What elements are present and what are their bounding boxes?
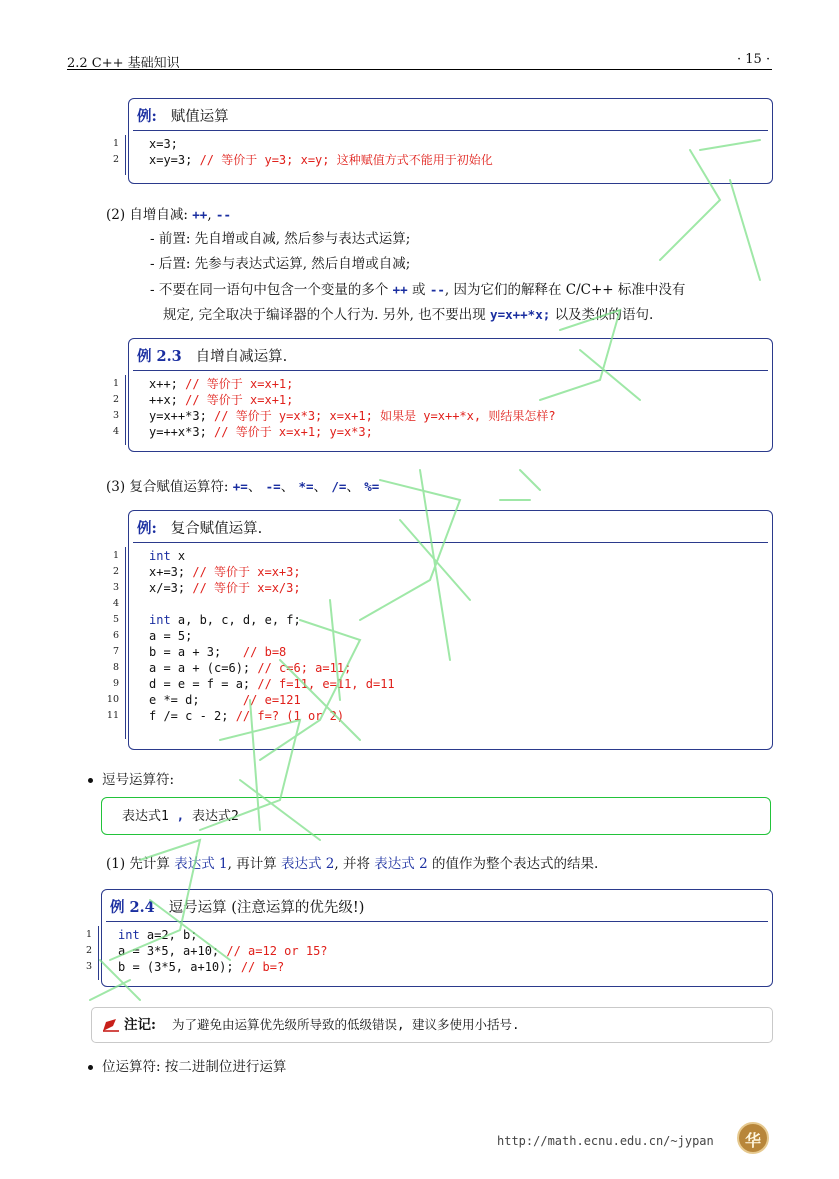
ref-expression-1: 表达式 1 <box>174 856 228 872</box>
example-2-4-box <box>85 889 773 987</box>
comma-description: (1) 先计算 表达式 1, 再计算 表达式 2, 并将 表达式 2 的值作为整个表达式的结果. <box>106 856 599 872</box>
code-comment: // 等价于 x=x+3; <box>192 565 301 579</box>
line-number: 2 <box>112 394 119 405</box>
line-number: 2 <box>112 154 119 165</box>
comma-syntax-box <box>101 797 771 835</box>
code-comment: // 等价于 x=x/3; <box>192 581 301 595</box>
code-line: y=x++*3; // 等价于 y=x*3; x=x+1; 如果是 y=x++*x, 则结果怎样? <box>149 409 556 423</box>
operator-token: -= <box>265 479 281 494</box>
note-box <box>91 1007 773 1043</box>
comma-syntax: 表达式1 , 表达式2 <box>122 808 239 824</box>
bullet-dot <box>88 778 93 783</box>
code-line: e *= d; // e=121 <box>149 693 301 707</box>
line-number: 4 <box>112 598 119 609</box>
title-rule <box>106 921 768 922</box>
example-title-text: 赋值运算 <box>170 109 229 125</box>
university-logo <box>737 1122 769 1154</box>
line-number-rule <box>125 135 126 175</box>
example-title-text: 自增自减运算. <box>195 349 288 365</box>
bullet-warning: - 不要在同一语句中包含一个变量的多个 ++ 或 --, 因为它们的解释在 C/C++ 标准中没有 <box>150 282 686 298</box>
line-number: 3 <box>112 410 119 421</box>
line-number: 1 <box>85 929 92 940</box>
code-comment: // 等价于 x=x+1; <box>185 377 294 391</box>
title-rule <box>133 542 768 543</box>
bullet-prefix: - 前置: 先自增或自减, 然后参与表达式运算; <box>150 231 411 247</box>
code-comment: // b=? <box>240 960 285 974</box>
bullet-comma-operator: 逗号运算符: <box>102 772 175 788</box>
code-line: x=y=3; // 等价于 y=3; x=y; 这种赋值方式不能用于初始化 <box>149 153 493 167</box>
title-rule <box>133 370 768 371</box>
operator-token: ++ <box>192 207 208 222</box>
code-line: y=++x*3; // 等价于 x=x+1; y=x*3; <box>149 425 373 439</box>
example-title <box>110 896 364 917</box>
bullet-postfix: - 后置: 先参与表达式运算, 然后自增或自减; <box>150 256 411 272</box>
logo-glyph: 华 <box>744 1131 761 1150</box>
example-tag: 例: <box>137 520 157 537</box>
line-number: 5 <box>112 614 119 625</box>
title-rule <box>133 130 768 131</box>
code-comment: // f=11, e=11, d=11 <box>257 677 395 691</box>
line-number: 10 <box>106 694 119 705</box>
example-title <box>137 517 262 538</box>
code-comment: // b=8 <box>242 645 287 659</box>
code-line: x/=3; // 等价于 x=x/3; <box>149 581 301 595</box>
line-number: 3 <box>85 961 92 972</box>
operator-token: *= <box>298 479 314 494</box>
operator-token: %= <box>364 479 380 494</box>
code-comment: // a=12 or 15? <box>226 944 328 958</box>
example-title-text: 逗号运算 (注意运算的优先级!) <box>168 900 365 916</box>
line-number: 1 <box>112 550 119 561</box>
code-line: b = a + 3; // b=8 <box>149 645 287 659</box>
example-compound-box <box>106 510 773 750</box>
line-number: 8 <box>112 662 119 673</box>
code-line: x++; // 等价于 x=x+1; <box>149 377 294 391</box>
code-line: int a=2, b; <box>118 928 198 942</box>
operator-token: -- <box>215 207 231 222</box>
operator-token: /= <box>331 479 347 494</box>
code-line: x=3; <box>149 137 178 151</box>
example-title <box>137 105 229 126</box>
example-tag: 例: <box>137 108 157 125</box>
line-number: 2 <box>85 945 92 956</box>
example-title-text: 复合赋值运算. <box>170 521 263 537</box>
running-header-section: 2.2 C++ 基础知识 <box>67 56 180 71</box>
ref-expression-2: 表达式 2 <box>374 856 428 872</box>
code-line: int a, b, c, d, e, f; <box>149 613 301 627</box>
example-tag: 例 2.4 <box>110 899 155 916</box>
code-comment: // f=? (1 or 2) <box>235 709 345 723</box>
code-comment: // 等价于 y=3; x=y; 这种赋值方式不能用于初始化 <box>199 153 493 167</box>
footer-url: http://math.ecnu.edu.cn/~jypan <box>497 1134 714 1148</box>
pencil-icon <box>102 1018 120 1032</box>
line-number-rule <box>125 375 126 445</box>
header-rule <box>67 69 772 70</box>
note-text: 为了避免由运算优先级所导致的低级错误, 建议多使用小括号. <box>172 1017 520 1032</box>
line-number: 9 <box>112 678 119 689</box>
operator-token: ++ <box>392 282 408 297</box>
note-label: 注记: <box>124 1017 156 1033</box>
operator-token: += <box>232 479 248 494</box>
code-line: x+=3; // 等价于 x=x+3; <box>149 565 301 579</box>
code-comment: // e=121 <box>242 693 301 707</box>
operator-token: -- <box>429 282 445 297</box>
line-number: 2 <box>112 566 119 577</box>
item-compound-assignment: (3) 复合赋值运算符: +=、 -=、 *=、 /=、 %= <box>106 479 380 495</box>
ref-expression-2: 表达式 2 <box>281 856 335 872</box>
item-increment: (2) 自增自减: ++, -- <box>106 207 231 223</box>
example-2-3-box <box>112 338 773 452</box>
code-comment: // 等价于 x=x+1; <box>185 393 294 407</box>
code-line: b = (3*5, a+10); // b=? <box>118 960 285 974</box>
code-line: ++x; // 等价于 x=x+1; <box>149 393 294 407</box>
code-comment: // 等价于 x=x+1; y=x*3; <box>214 425 373 439</box>
line-number: 4 <box>112 426 119 437</box>
inline-code: y=x++*x; <box>490 307 551 322</box>
code-line: f /= c - 2; // f=? (1 or 2) <box>149 709 345 723</box>
line-number-rule <box>98 926 99 980</box>
page-number: · 15 · <box>737 52 771 67</box>
code-line: a = a + (c=6); // c=6; a=11; <box>149 661 352 675</box>
code-line: int x <box>149 549 186 563</box>
example-title <box>137 345 287 366</box>
example-tag: 例 2.3 <box>137 348 182 365</box>
line-number: 11 <box>106 710 119 721</box>
bullet-dot <box>88 1065 93 1070</box>
bullet-warning-cont: 规定, 完全取决于编译器的个人行为. 另外, 也不要出现 y=x++*x; 以及类似的语句. <box>163 307 654 323</box>
code-line: a = 3*5, a+10; // a=12 or 15? <box>118 944 328 958</box>
code-line: a = 5; <box>149 629 193 643</box>
bullet-bit-operator: 位运算符: 按二进制位进行运算 <box>102 1059 287 1075</box>
line-number-rule <box>125 547 126 739</box>
line-number: 6 <box>112 630 119 641</box>
code-line: d = e = f = a; // f=11, e=11, d=11 <box>149 677 395 691</box>
line-number: 7 <box>112 646 119 657</box>
line-number: 3 <box>112 582 119 593</box>
code-comment: // c=6; a=11; <box>257 661 352 675</box>
line-number: 1 <box>112 138 119 149</box>
code-comment: // 等价于 y=x*3; x=x+1; 如果是 y=x++*x, 则结果怎样? <box>214 409 556 423</box>
line-number: 1 <box>112 378 119 389</box>
example-assignment-box <box>112 98 773 184</box>
